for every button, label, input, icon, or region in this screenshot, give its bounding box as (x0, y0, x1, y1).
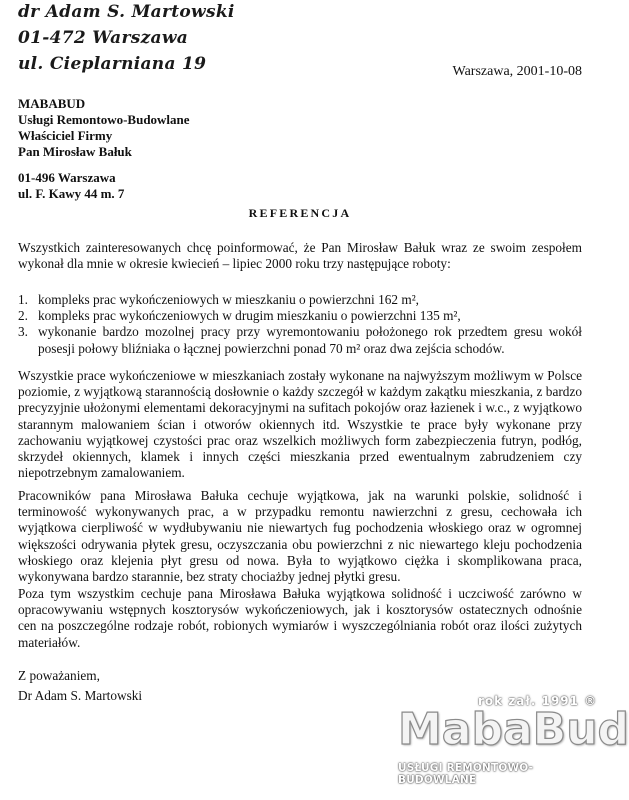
letter-date: Warszawa, 2001-10-08 (452, 64, 582, 79)
recipient-postal: 01-496 Warszawa (18, 170, 116, 185)
list-item-text: kompleks prac wykończeniowych w drugim mieszkaniu o powierzchni 135 m², (38, 308, 461, 324)
list-item-text: kompleks prac wykończeniowych w mieszkaniu o powierzchni 162 m², (38, 292, 419, 307)
watermark-founded: rok zał. 1991 ® (478, 694, 598, 708)
sender-postal: 01-472 Warszawa (18, 28, 189, 48)
list-item-text: wykonanie bardzo mozolnej pracy przy wyremontowaniu położonego rok przedtem gresu wokół posesji połowy bliźniaka o łącznej powierzchni ponad 70 m² oraz dwa zejścia schodów. (38, 324, 582, 356)
watermark-tagline: USŁUGI REMONTOWO-BUDOWLANE (398, 762, 534, 786)
body-paragraph-estimates: Poza tym wszystkim cechuje pana Mirosława Bałuka wyjątkowa solidność i uczciwość zarówno w opracowywaniu wstępnych kosztorysów wykończeniowych, jak i kosztorysów ostatecznych odnośnie cen na poszczególne rodzaje robót, robionych wymiarów i wyszczególniania robót oraz ilości zużytych materiałów. (18, 586, 582, 650)
closing-salutation: Z poważaniem, (18, 668, 100, 683)
recipient-person: Pan Mirosław Bałuk (18, 144, 132, 159)
intro-paragraph: Wszystkich zainteresowanych chcę poinformować, że Pan Mirosław Bałuk wraz ze swoim zespołem wykonał dla mnie w okresie kwiecień – lipiec 2000 roku trzy następujące roboty: (18, 240, 582, 272)
watermark-logo: MabaBud (398, 704, 629, 755)
recipient-company: MABABUD (18, 96, 86, 111)
list-item-number: 2. (18, 308, 28, 324)
recipient-block (18, 96, 190, 160)
body-paragraph-workers: Pracowników pana Mirosława Bałuka cechuje wyjątkowa, jak na warunki polskie, solidność i terminowość wykonywanych prac, a w przypadku remontu nawierzchni z gresu, cechowała ich wyjątkowa cierpliwość w wydłubywaniu nie niewartych fug pochodzenia włoskiego oraz w ogromnej większości odrywania płytek gresu, oczyszczania obu powierzchni z nic niewartego kleju pochodzenia włoskiego oraz klejenia płyt gresu od nowa. Była to wyjątkowo ciężka i skomplikowana praca, wykonywana bardzo starannie, bez straty chociażby jednej płytki gresu. (18, 488, 582, 585)
sender-name: dr Adam S. Martowski (18, 2, 235, 22)
list-item (18, 308, 582, 324)
recipient-role: Właściciel Firmy (18, 128, 113, 143)
recipient-address (18, 170, 124, 202)
recipient-street: ul. F. Kawy 44 m. 7 (18, 186, 125, 201)
sender-street: ul. Cieplarniana 19 (18, 54, 207, 74)
signature: Dr Adam S. Martowski (18, 688, 143, 703)
recipient-company-type: Usługi Remontowo-Budowlane (18, 112, 190, 127)
document-title: REFERENCJA (248, 206, 352, 220)
list-item (18, 292, 582, 308)
body-paragraph-quality: Wszystkie prace wykończeniowe w mieszkaniach zostały wykonane na najwyższym możliwym w Polsce poziomie, z wyjątkową starannością dosłownie o każdy szczegół w każdym zakątku mieszkania, z bardzo precyzyjnie ułożonymi elementami dekoracyjnymi na sufitach pokojów oraz łazienek i w.c., z wyjątkowo starannym malowaniem ścian i otworów okiennych itd. Wszystkie te prace były wykonane przy zachowaniu wyjątkowej czystości prac oraz wszelkich możliwych form zabezpieczenia futryn, podłóg, skrzydeł okiennych, klamek i innych części mieszkania przed ewentualnym zabrudzeniem czy niepotrzebnym zamalowaniem. (18, 368, 582, 481)
works-list (18, 292, 582, 357)
list-item (18, 324, 582, 356)
list-item-number: 3. (18, 324, 28, 340)
list-item-number: 1. (18, 292, 28, 307)
